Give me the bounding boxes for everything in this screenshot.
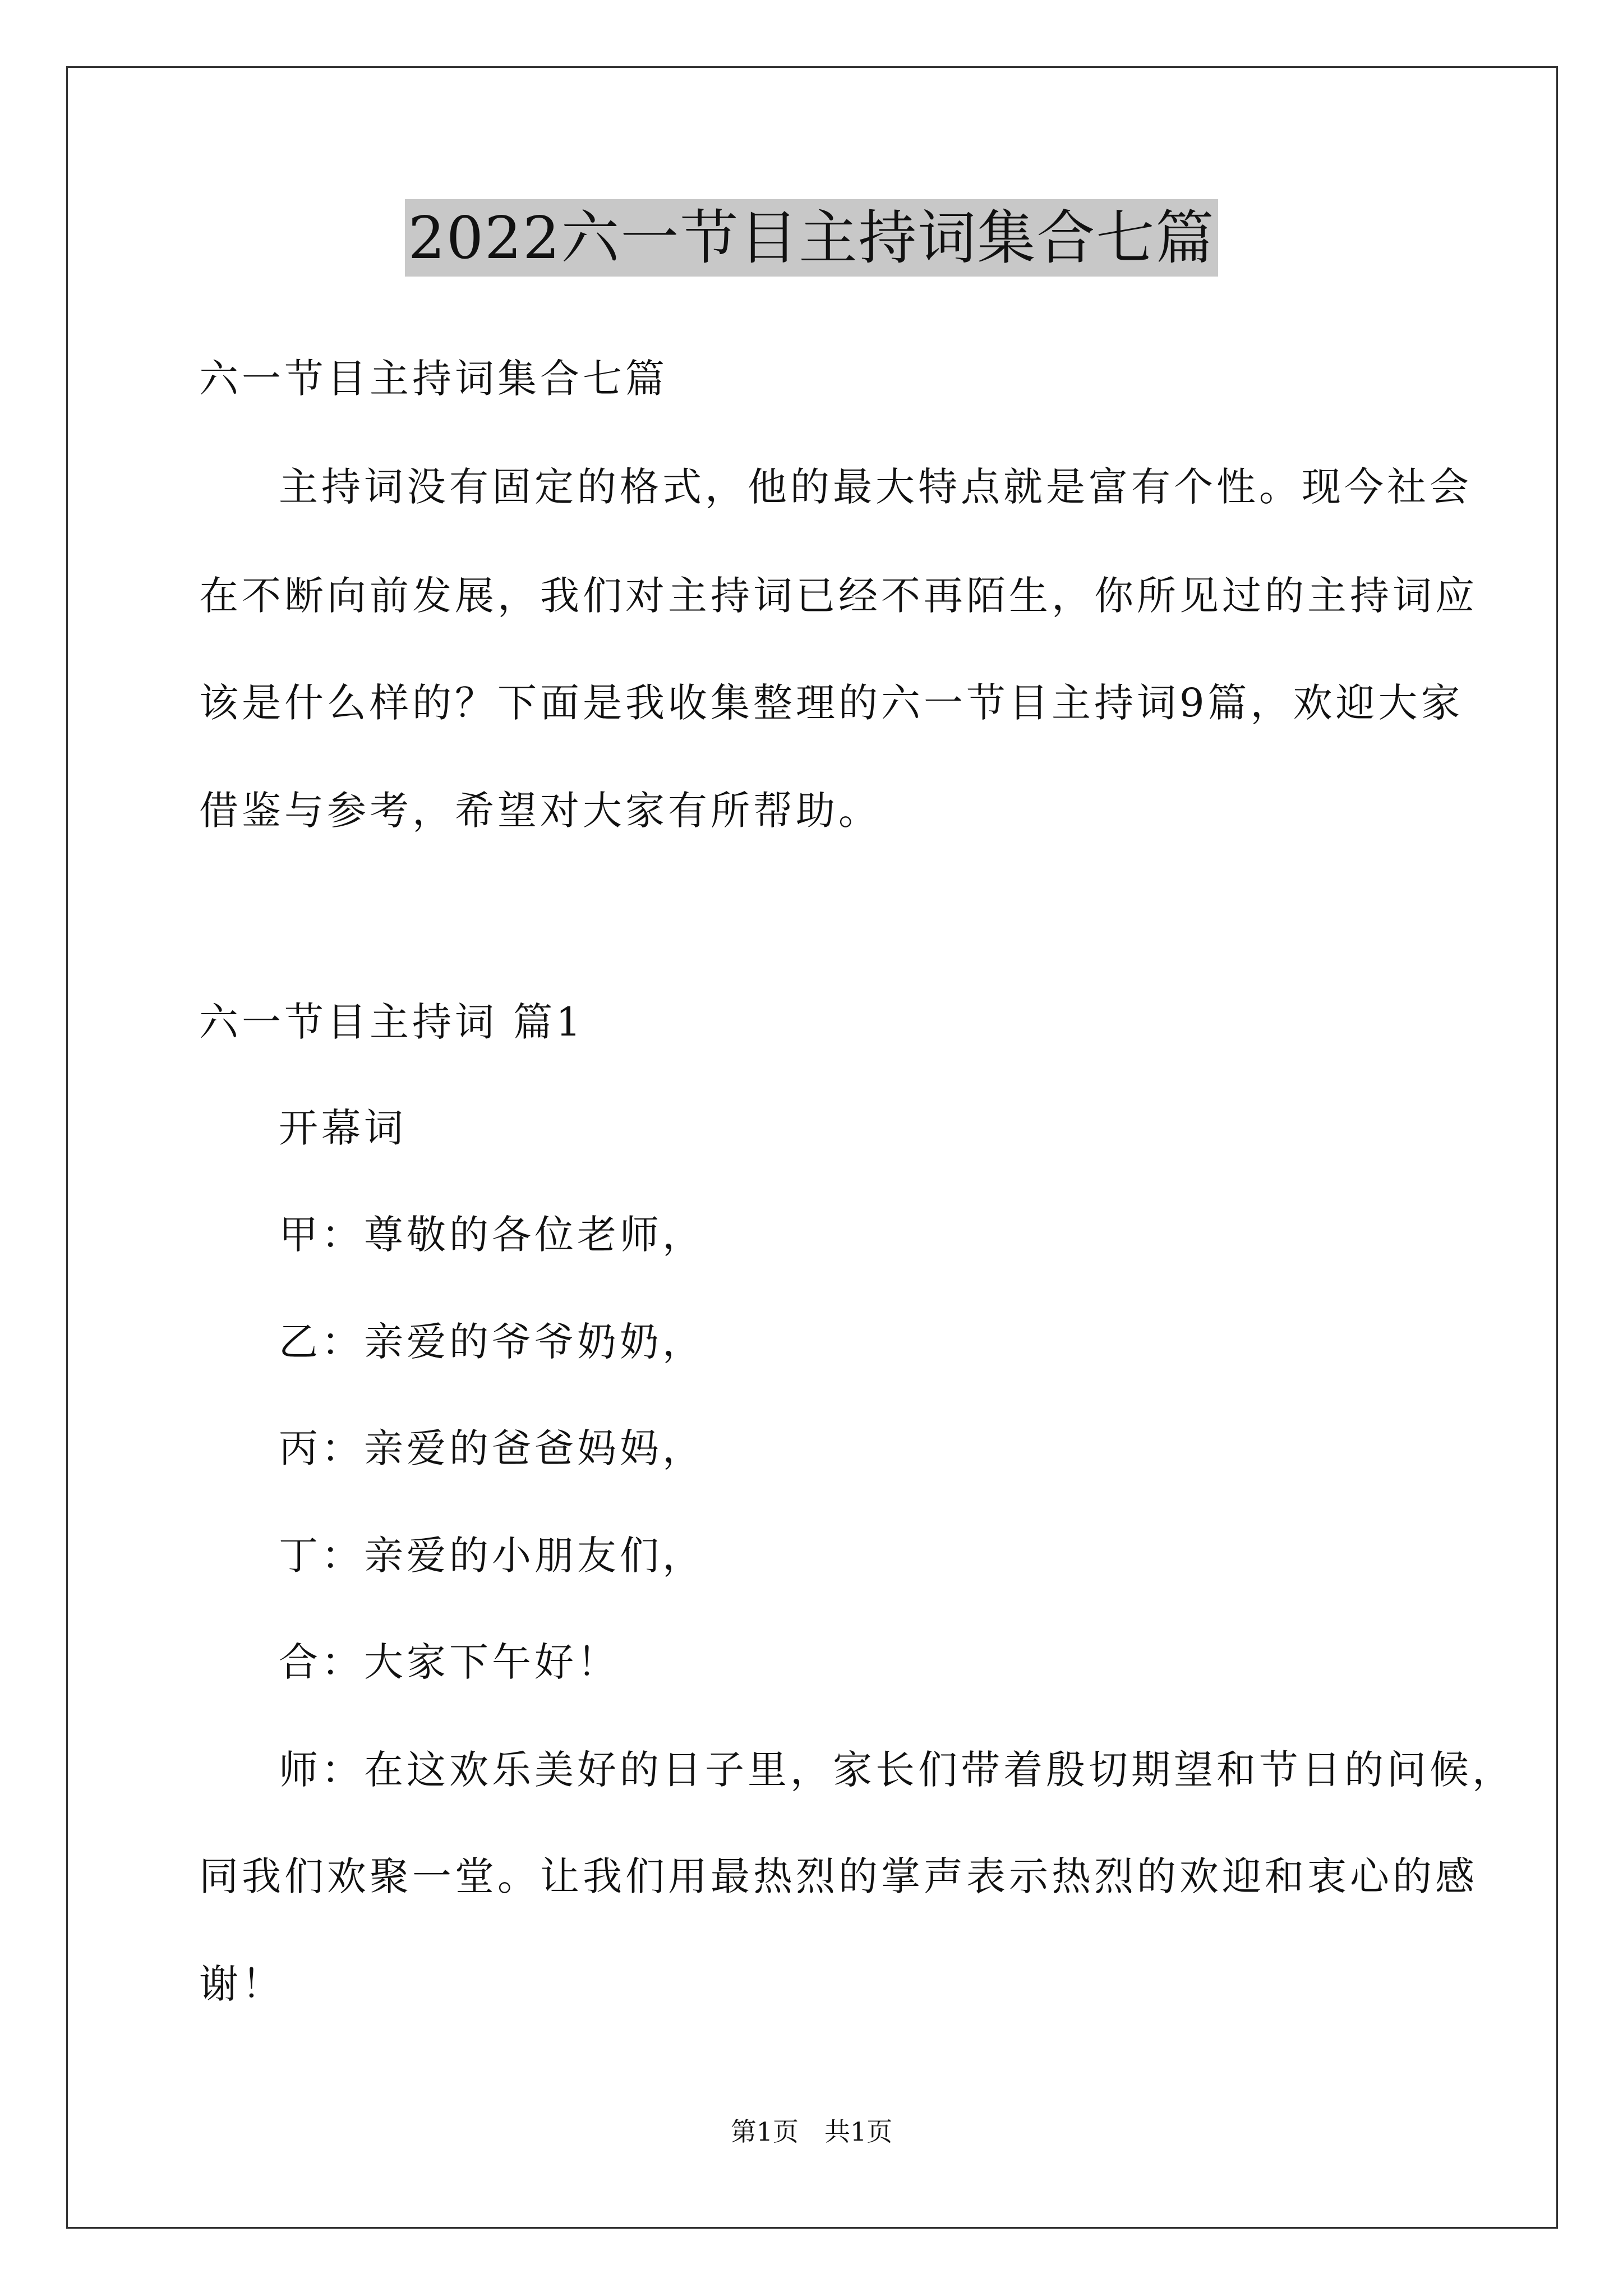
dialogue-line-ding: 丁：亲爱的小朋友们， [279,1533,705,1579]
opening-heading: 开幕词 [279,1105,407,1151]
section-heading: 六一节目主持词 篇1 [199,999,584,1045]
intro-line-2: 在不断向前发展，我们对主持词已经不再陌生，你所见过的主持词应 [199,573,1478,619]
dialogue-line-yi: 乙：亲爱的爷爷奶奶， [279,1319,705,1365]
dialogue-line-bing: 丙：亲爱的爸爸妈妈， [279,1425,705,1471]
intro-line-4: 借鉴与参考，希望对大家有所帮助。 [199,788,881,834]
document-title: 2022六一节目主持词集合七篇 [405,199,1219,277]
intro-line-3: 该是什么样的？下面是我收集整理的六一节目主持词9篇，欢迎大家 [199,680,1464,726]
intro-line-1: 主持词没有固定的格式，他的最大特点就是富有个性。现今社会 [279,464,1472,510]
title-container [0,199,1623,277]
dialogue-line-jia: 甲：尊敬的各位老师， [279,1212,705,1258]
document-subtitle: 六一节目主持词集合七篇 [199,356,668,402]
dialogue-line-he: 合：大家下午好！ [279,1639,620,1685]
teacher-line-3: 谢！ [199,1961,284,2007]
page-footer: 第1页 共1页 [730,2116,893,2147]
teacher-line-1: 师：在这欢乐美好的日子里，家长们带着殷切期望和节日的问候， [279,1747,1515,1793]
teacher-line-2: 同我们欢聚一堂。让我们用最热烈的掌声表示热烈的欢迎和衷心的感 [199,1853,1478,1899]
